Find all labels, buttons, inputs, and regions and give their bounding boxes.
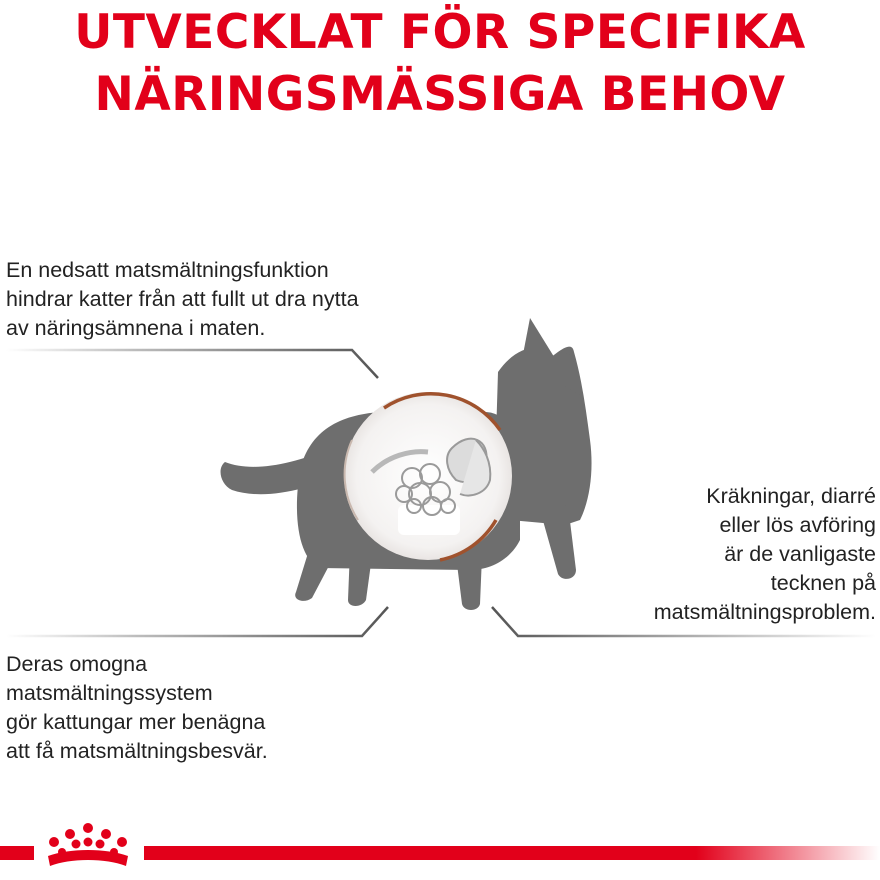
royal-canin-crown-logo-icon [40,822,136,872]
callout-right: Kräkningar, diarré eller lös avföring är de vanligaste tecknen på matsmältningsproblem. [653,484,876,624]
headline-line-2: NÄRINGSMÄSSIGA BEHOV [94,67,786,122]
callout-top-left: En nedsatt matsmältningsfunktion hindrar katter från att fullt ut dra nytta av näringsämnena i maten. [6,258,359,340]
callout-bottom-left: Deras omogna matsmältningssystem gör kattungar mer benägna att få matsmältningsbesvär. [6,652,268,763]
headline-line-1: UTVECKLAT FÖR SPECIFIKA [74,5,806,60]
